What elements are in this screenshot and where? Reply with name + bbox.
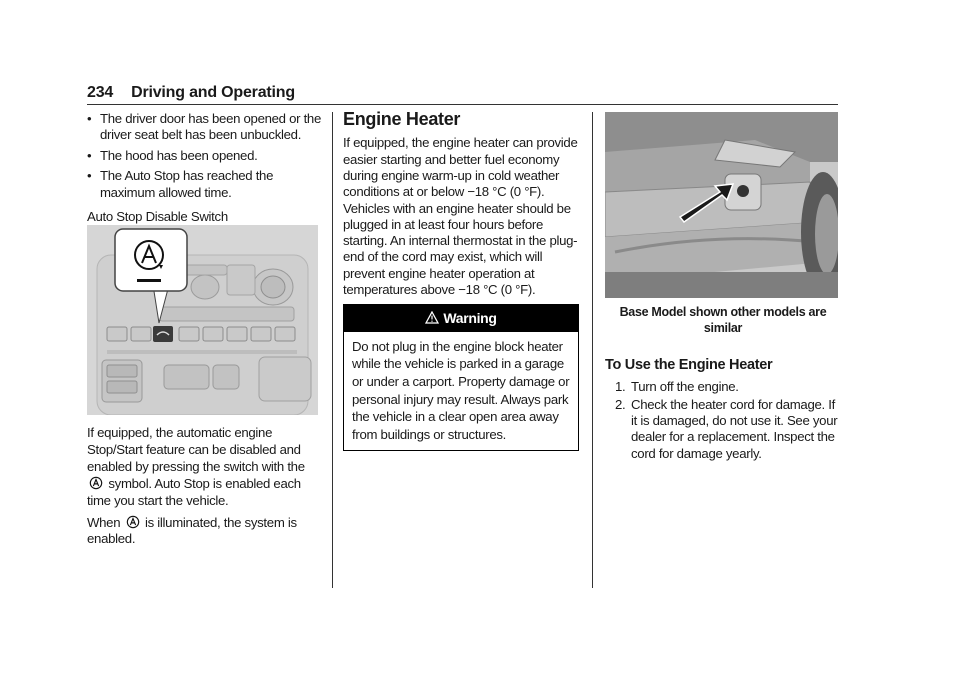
truck-front-illustration	[605, 112, 838, 298]
column-divider-left	[332, 112, 333, 588]
section-title: Driving and Operating	[131, 84, 295, 101]
page-header	[87, 84, 295, 102]
warning-box	[343, 304, 579, 451]
engine-heater-title: Engine Heater	[343, 109, 461, 129]
engine-heater-intro: If equipped, the engine heater can provide easier starting and better fuel economy during engine warm-up in cold weather conditions at or below −18 °C (0 °F). Vehicles with an engine heater should be plugged in at least four hours before starting. An internal thermostat in the plug-end of the cord may exist, which will prevent engine heater operation at temperatures above −18 °C (0 °F).	[343, 135, 578, 298]
list-item: 1. Turn off the engine.	[615, 379, 739, 395]
engine-heater-photo	[605, 112, 838, 298]
photo-caption: Base Model shown other models are similar	[619, 305, 827, 336]
auto-stop-paragraph: If equipped, the automatic engine Stop/Start feature can be disabled and enabled by pressing the switch with the symbol. Auto Stop is enabled each time you start the vehicle.	[87, 425, 305, 508]
warning-triangle-icon	[425, 311, 439, 324]
auto-stop-status-paragraph: When is illuminated, the system is enabled.	[87, 515, 297, 547]
warning-header: Warning	[344, 305, 578, 331]
auto-stop-switch-heading: Auto Stop Disable Switch	[87, 209, 228, 225]
dashboard-illustration	[87, 225, 318, 415]
engine-heater-steps	[605, 379, 841, 462]
left-column-lower	[87, 424, 323, 554]
list-item: 2. Check the heater cord for damage. If it is damaged, do not use it. See your dealer for a replacement. Inspect the cord for damage yearly.	[615, 396, 838, 461]
auto-stop-switch-photo	[87, 225, 318, 415]
list-item: • The Auto Stop has reached the maximum allowed time.	[87, 168, 274, 200]
auto-stop-symbol-icon	[126, 515, 140, 529]
middle-column	[343, 111, 579, 451]
warning-text: Do not plug in the engine block heater while the vehicle is parked in a garage or under a carport. Property damage or personal injury may result. Always park the vehicle in a clear open area away from buildings or structures.	[352, 338, 570, 442]
list-item: • The hood has been opened.	[87, 147, 258, 163]
right-column	[605, 304, 841, 463]
left-column	[87, 111, 323, 231]
engine-heater-subheading: To Use the Engine Heater	[605, 356, 773, 373]
header-rule	[87, 104, 838, 105]
column-divider-right	[592, 112, 593, 588]
list-item: • The driver door has been opened or the driver seat belt has been unbuckled.	[87, 111, 322, 143]
auto-stop-symbol-icon	[89, 476, 103, 490]
page-number: 234	[87, 84, 114, 101]
